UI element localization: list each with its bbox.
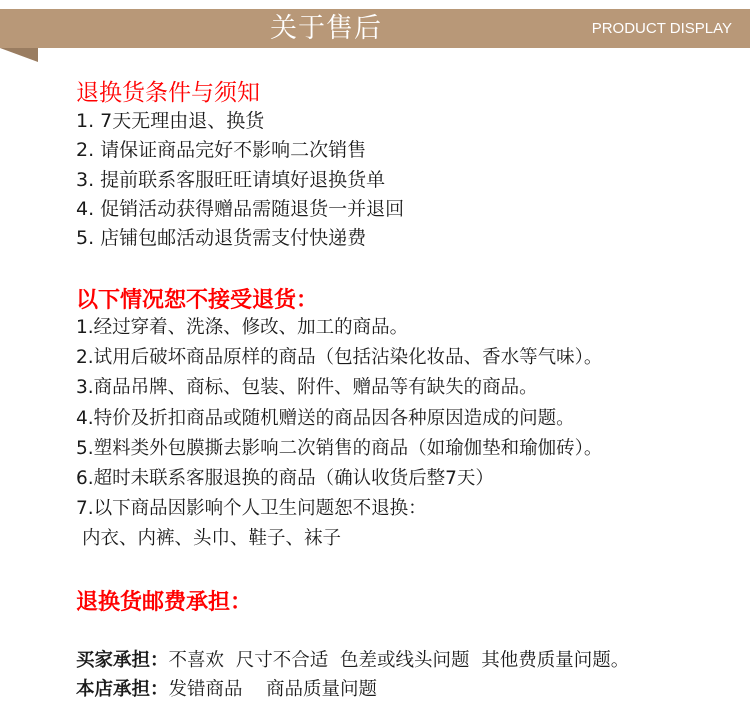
list-item: 5.塑料类外包膜撕去影响二次销售的商品（如瑜伽垫和瑜伽砖）。 <box>76 437 603 459</box>
list-item: 1.经过穿着、洗涤、修改、加工的商品。 <box>76 317 409 338</box>
store-label: 本店承担： <box>76 679 169 700</box>
list-item: 3.商品吊牌、商标、包装、附件、赠品等有缺失的商品。 <box>76 377 538 399</box>
buyer-responsibility-row <box>76 648 629 674</box>
shipping-fee-heading: 退换货邮费承担： <box>76 590 253 615</box>
buyer-label: 买家承担： <box>76 650 169 671</box>
store-value: 发错商品 商品质量问题 <box>168 679 378 700</box>
no-return-heading: 以下情况恕不接受退货： <box>76 288 319 313</box>
list-item: 2.试用后破坏商品原样的商品（包括沾染化妆品、香水等气味）。 <box>76 347 603 369</box>
banner-subtitle: PRODUCT DISPLAY <box>591 20 732 37</box>
page-title <box>0 12 652 46</box>
store-responsibility-row <box>76 677 377 703</box>
list-item: 3. 提前联系客服旺旺请填好退换货单 <box>76 168 386 191</box>
no-return-list <box>76 313 602 555</box>
list-item: 4. 促销活动获得赠品需随退货一并退回 <box>76 197 405 220</box>
return-conditions-list <box>76 107 404 253</box>
list-item: 2. 请保证商品完好不影响二次销售 <box>76 139 367 162</box>
list-item: 4.特价及折扣商品或随机赠送的商品因各种原因造成的问题。 <box>76 407 575 429</box>
return-conditions-heading: 退换货条件与须知 <box>76 80 260 106</box>
list-item: 1. 7天无理由退、换货 <box>76 110 265 132</box>
page-title-text: 关于售后 <box>270 13 382 44</box>
list-item: 内衣、内裤、头巾、鞋子、袜子 <box>82 528 342 550</box>
list-item: 7.以下商品因影响个人卫生问题恕不退换： <box>76 498 427 520</box>
list-item: 6.超时未联系客服退换的商品（确认收货后整7天） <box>76 468 494 490</box>
banner-fold-decoration <box>0 48 38 62</box>
list-item: 5. 店铺包邮活动退货需支付快递费 <box>76 227 367 250</box>
buyer-value: 不喜欢 尺寸不合适 色差或线头问题 其他费质量问题。 <box>168 650 630 671</box>
